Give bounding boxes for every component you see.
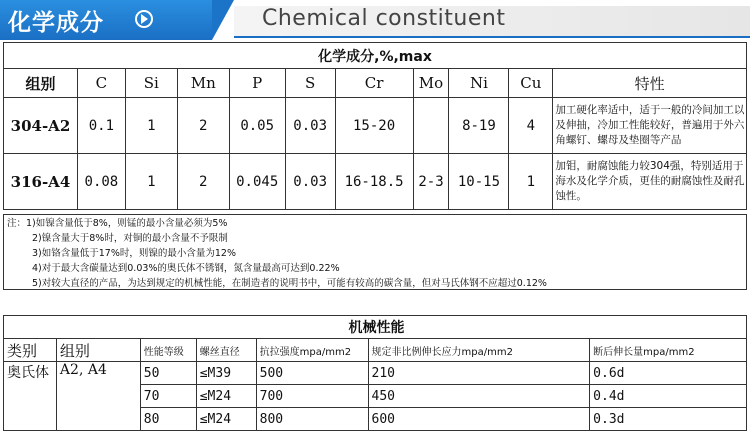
cr-cell: 16-18.5 [335,154,413,210]
c-cell: 0.08 [77,154,125,210]
mo-cell [413,98,449,154]
diameter-cell: ≤M24 [196,408,256,431]
elongation-cell: 0.3d [590,408,747,431]
grade-cell: 316-A4 [4,154,78,210]
header-yield: 规定非比例伸长应力mpa/mm2 [368,339,590,362]
chem-table-caption: 化学成分,%,max [4,43,747,69]
header-mo: Mo [413,69,449,98]
note-line: 3)如铬含量低于17%时，则镍的最小含量为12% [32,248,236,259]
table-row [4,154,747,210]
banner-title-en: Chemical constituent [262,6,506,31]
cr-cell: 15-20 [335,98,413,154]
header-feature: 特性 [553,69,747,98]
header-s: S [285,69,335,98]
mn-cell: 2 [177,98,229,154]
mechanical-properties-table [3,315,747,431]
yield-cell: 600 [368,408,590,431]
tensile-cell: 500 [256,362,368,385]
elongation-cell: 0.6d [590,362,747,385]
note-line: 2)镍含量大于8%时，对铜的最小含量不予限制 [32,233,228,244]
grade-cell: 80 [140,408,196,431]
arrow-right-circle-icon[interactable] [135,10,153,28]
feature-cell: 加工硬化率适中，适于一般的冷间加工以及伸抽，冷加工性能较好，普遍用于外六角螺钉、螺母及垫圈等产品 [553,98,747,154]
notes-box [3,214,747,290]
grade-cell: 50 [140,362,196,385]
note-line: 5)对较大直径的产品，为达到规定的机械性能，在制造者的说明书中，可能有较高的碳含量，但对马氏体钢不应超过0.12% [32,278,547,289]
banner-title-cn: 化学成分 [8,10,104,36]
section-banner [0,0,750,40]
tensile-cell: 700 [256,385,368,408]
mn-cell: 2 [177,154,229,210]
yield-cell: 450 [368,385,590,408]
chemical-composition-table [3,42,747,210]
note-line: 注：1)如镍含量低于8%，则锰的最小含量必须为5% [7,218,228,229]
header-cu: Cu [509,69,553,98]
tensile-cell: 800 [256,408,368,431]
table-row [4,98,747,154]
feature-cell: 加钼，耐腐蚀能力较304强，特别适用于海水及化学介质，更佳的耐腐蚀性及耐孔蚀性。 [553,154,747,210]
header-diameter: 螺丝直径 [196,339,256,362]
grade-cell: 70 [140,385,196,408]
diameter-cell: ≤M39 [196,362,256,385]
ni-cell: 10-15 [449,154,509,210]
p-cell: 0.045 [229,154,285,210]
c-cell: 0.1 [77,98,125,154]
header-cr: Cr [335,69,413,98]
header-group: 组别 [4,69,78,98]
header-group: 组别 [56,339,140,362]
header-p: P [229,69,285,98]
yield-cell: 210 [368,362,590,385]
ni-cell: 8-19 [449,98,509,154]
si-cell: 1 [125,154,177,210]
category-cell: 奥氏体 [4,362,57,431]
header-category: 类别 [4,339,57,362]
elongation-cell: 0.4d [590,385,747,408]
header-si: Si [125,69,177,98]
cu-cell: 1 [509,154,553,210]
header-c: C [77,69,125,98]
s-cell: 0.03 [285,98,335,154]
header-grade: 性能等级 [140,339,196,362]
header-mn: Mn [177,69,229,98]
cu-cell: 4 [509,98,553,154]
diameter-cell: ≤M24 [196,385,256,408]
mo-cell: 2-3 [413,154,449,210]
s-cell: 0.03 [285,154,335,210]
header-ni: Ni [449,69,509,98]
table-row [4,362,747,385]
header-elongation: 断后伸长量mpa/mm2 [590,339,747,362]
mech-table-caption: 机械性能 [4,316,747,339]
grade-cell: 304-A2 [4,98,78,154]
p-cell: 0.05 [229,98,285,154]
si-cell: 1 [125,98,177,154]
banner-notch [212,0,234,40]
header-tensile: 抗拉强度mpa/mm2 [256,339,368,362]
group-cell: A2, A4 [56,362,140,431]
note-line: 4)对于最大含碳量达到0.03%的奥氏体不锈钢，氮含量最高可达到0.22% [32,263,340,274]
